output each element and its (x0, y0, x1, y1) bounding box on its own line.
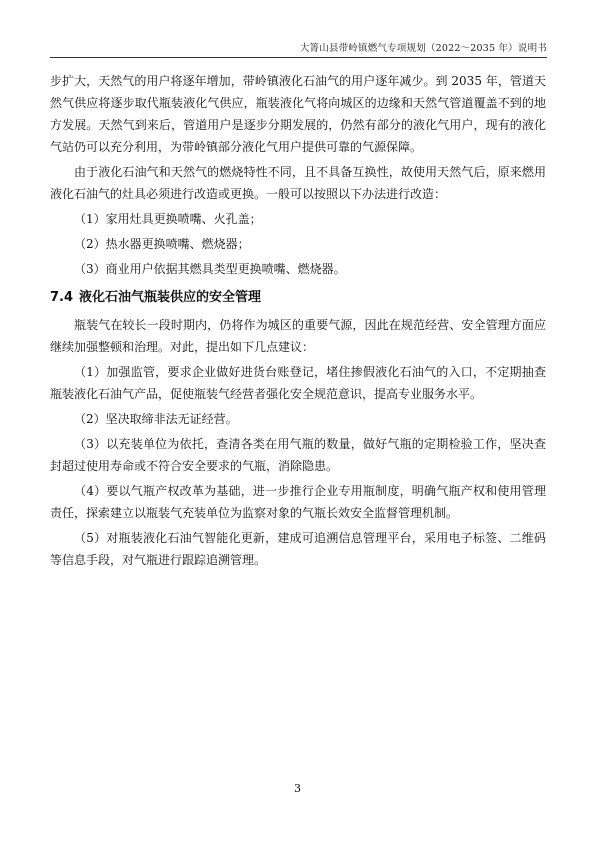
recommendation-item-1: （1）加强监管，要求企业做好进货台账登记，堵住掺假液化石油气的入口，不定期抽查瓶装液化石油气产品，促使瓶装气经营者强化安全规范意识，提高专业服务水平。 (50, 365, 546, 401)
list-item-commercial-users: （3）商业用户依据其燃具类型更换喷嘴、燃烧器。 (74, 262, 346, 276)
list-item-water-heater: （2）热水器更换喷嘴、燃烧器； (74, 237, 250, 251)
page-header (50, 38, 547, 58)
recommendation-item-5: （5）对瓶装液化石油气智能化更新，建成可追溯信息管理平台，采用电子标签、二维码等信息手段，对气瓶进行跟踪追溯管理。 (50, 531, 546, 567)
section-heading (50, 288, 546, 308)
section-title: 液化石油气瓶装供应的安全管理 (79, 290, 262, 305)
recommendation-item-2: （2）坚决取缔非法无证经营。 (74, 412, 238, 426)
recommendation-item-3: （3）以充装单位为依托，查清各类在用气瓶的数量，做好气瓶的定期检验工作，坚决查封超过使用寿命或不符合安全要求的气瓶，消除隐患。 (50, 437, 546, 473)
paragraph-appliance-conversion: 由于液化石油气和天然气的燃烧特性不同，且不具备互换性，故使用天然气后，原来燃用液化石油气的灶具必须进行改造或更换。一般可以按照以下办法进行改造： (50, 165, 546, 201)
paragraph-section-intro: 瓶装气在较长一段时期内，仍将作为城区的重要气源，因此在规范经营、安全管理方面应继续加强整顿和治理。对此，提出如下几点建议： (50, 318, 546, 354)
page-number: 3 (294, 782, 301, 795)
document-title: 大箐山县带岭镇燃气专项规划（2022～2035 年）说明书 (299, 43, 547, 54)
paragraph-continuation: 步扩大，天然气的用户将逐年增加，带岭镇液化石油气的用户逐年减少。到 2035 年，管道天然气供应将逐步取代瓶装液化气供应，瓶装液化气将向城区的边缘和天然气管道覆盖不到的地方发展。天然气到来后，管道用户是逐步分期发展的，仍然有部分的液化气用户，现有的液化气站仍可以充分利用，为带岭镇部分液化气用户提供可靠的气源保障。 (50, 74, 546, 154)
section-number: 7.4 (50, 290, 74, 305)
list-item-household-stove: （1）家用灶具更换喷嘴、火孔盖； (74, 212, 262, 226)
recommendation-item-4: （4）要以气瓶产权改革为基础，进一步推行企业专用瓶制度，明确气瓶产权和使用管理责任，探索建立以瓶装气充装单位为监察对象的气瓶长效安全监督管理机制。 (50, 484, 546, 520)
page-content (50, 70, 546, 574)
